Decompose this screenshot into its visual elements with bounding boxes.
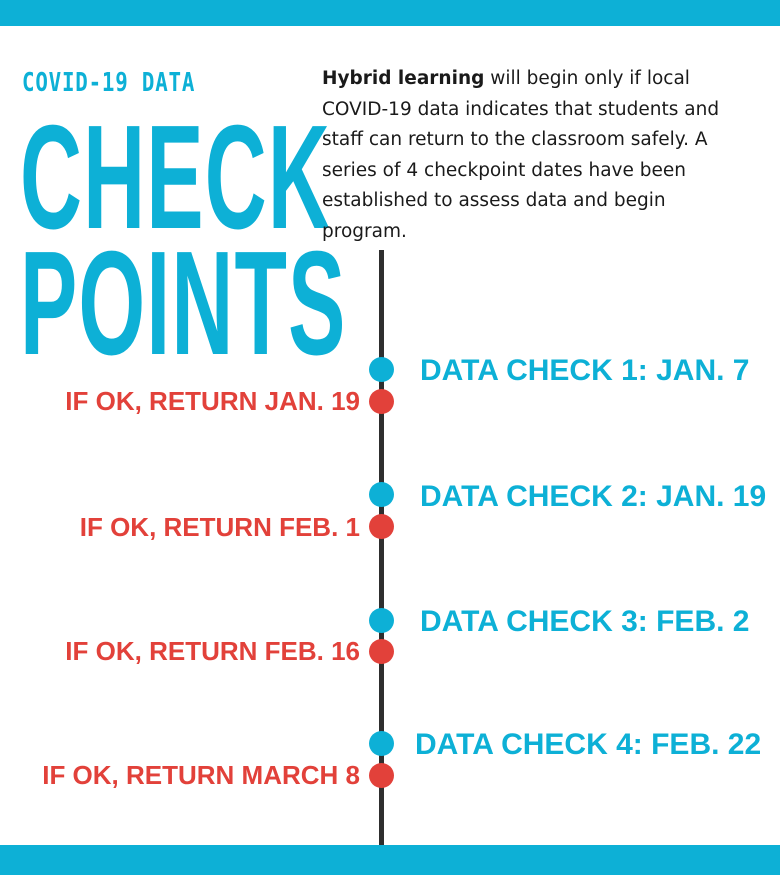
intro-rest: will begin only if local COVID-19 data indicates that students and staff can return to the classroom safely. A series of 4 checkpoint dates have been established to assess data and begin program. — [322, 68, 720, 242]
check-dot-4 — [369, 731, 394, 756]
bottom-band — [0, 845, 780, 875]
return-label-1: IF OK, RETURN JAN. 19 — [65, 386, 360, 416]
check-label-4: DATA CHECK 4: FEB. 22 — [415, 728, 762, 761]
intro-paragraph — [322, 64, 752, 247]
return-label-4: IF OK, RETURN MARCH 8 — [42, 760, 360, 790]
check-label-3: DATA CHECK 3: FEB. 2 — [420, 605, 750, 638]
return-label-3: IF OK, RETURN FEB. 16 — [65, 636, 360, 666]
check-dot-3 — [369, 608, 394, 633]
return-dot-1 — [369, 389, 394, 414]
intro-bold: Hybrid learning — [322, 68, 485, 89]
kicker-title: COVID-19 DATA — [22, 68, 196, 98]
top-band — [0, 0, 780, 26]
check-dot-2 — [369, 482, 394, 507]
title-line-1: CHECK — [20, 95, 332, 260]
check-dot-1 — [369, 357, 394, 382]
check-label-1: DATA CHECK 1: JAN. 7 — [420, 354, 750, 387]
return-dot-2 — [369, 514, 394, 539]
check-label-2: DATA CHECK 2: JAN. 19 — [420, 480, 767, 513]
return-dot-4 — [369, 763, 394, 788]
return-dot-3 — [369, 639, 394, 664]
return-label-2: IF OK, RETURN FEB. 1 — [79, 512, 360, 542]
title-line-2: POINTS — [20, 221, 347, 386]
